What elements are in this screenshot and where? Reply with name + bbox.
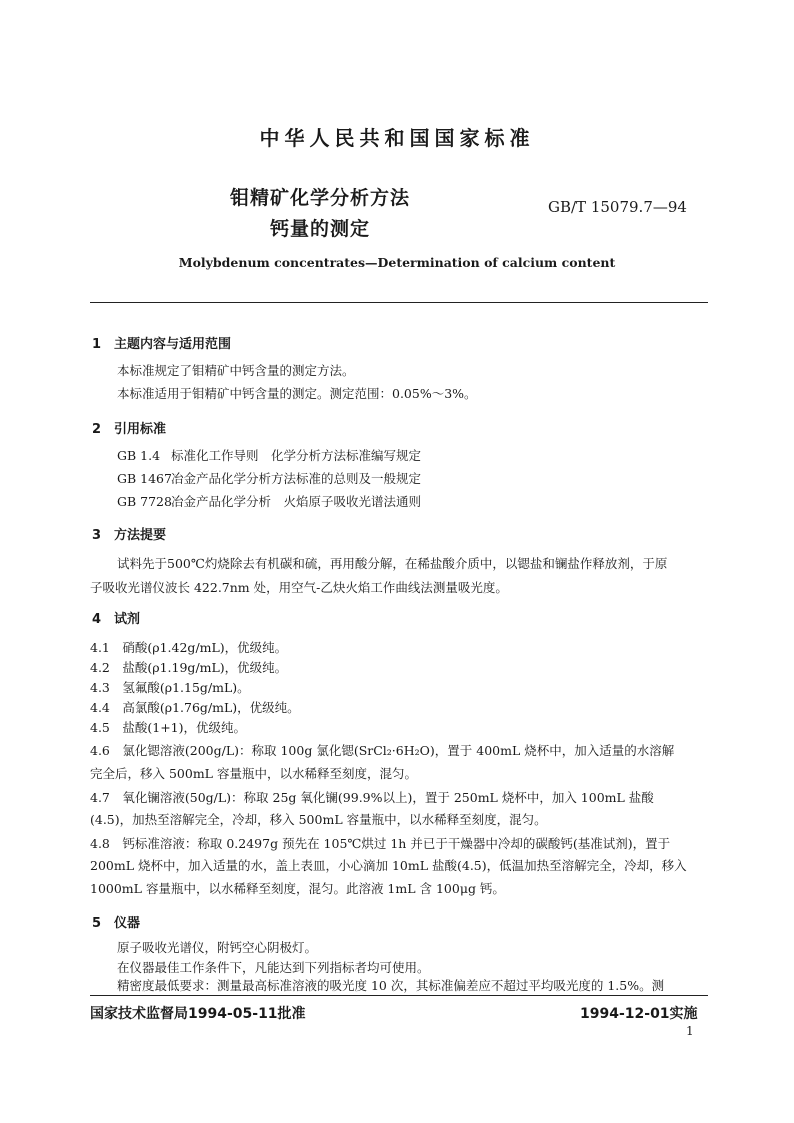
reference-code: GB 1467 (117, 471, 172, 486)
document-subtitle: 钙量的测定 (270, 218, 371, 240)
section-number: 4 (92, 612, 102, 627)
paragraph-line: 在仪器最佳工作条件下，凡能达到下列指标者均可使用。 (117, 960, 430, 975)
effective-date: 1994-12-01实施 (580, 1006, 698, 1022)
reagent-item: 4.4 高氯酸(ρ1.76g/mL)，优级纯。 (90, 700, 300, 715)
reagent-item-continued: 200mL 烧杯中，加入适量的水，盖上表皿，小心滴加 10mL 盐酸(4.5)，低温加热至溶解完全，冷却，移入 (90, 858, 687, 873)
reference-item (117, 492, 421, 510)
section-number: 5 (92, 916, 102, 931)
reagent-item-continued: (4.5)，加热至溶解完全，冷却，移入 500mL 容量瓶中，以水稀释至刻度，混匀。 (90, 812, 547, 827)
section-title: 方法提要 (114, 528, 167, 543)
reagent-item-continued: 完全后，移入 500mL 容量瓶中，以水稀释至刻度，混匀。 (90, 766, 417, 781)
paragraph-line: 原子吸收光谱仪，附钙空心阴极灯。 (117, 940, 318, 955)
section-4-heading (92, 608, 140, 627)
reference-item (117, 469, 421, 487)
section-number: 2 (92, 422, 102, 437)
section-2-heading (92, 418, 166, 437)
national-standard-header: 中华人民共和国国家标准 (259, 126, 535, 150)
english-title: Molybdenum concentrates—Determination of calcium content (178, 255, 616, 270)
reference-item (117, 446, 421, 464)
paragraph-line: 本标准规定了钼精矿中钙含量的测定方法。 (117, 363, 355, 378)
reference-code: GB 1.4 (117, 448, 161, 463)
standard-code: GB/T 15079.7—94 (548, 198, 687, 216)
paragraph-line: 精密度最低要求：测量最高标准溶液的吸光度 10 次，其标准偏差应不超过平均吸光度的 1.5%。测 (117, 978, 665, 993)
reagent-item: 4.3 氢氟酸(ρ1.15g/mL)。 (90, 680, 250, 695)
document-title: 钼精矿化学分析方法 (230, 187, 411, 209)
reagent-item: 4.2 盐酸(ρ1.19g/mL)，优级纯。 (90, 660, 288, 675)
paragraph-line: 本标准适用于钼精矿中钙含量的测定。测定范围：0.05%～3%。 (117, 386, 477, 401)
reagent-item: 4.8 钙标准溶液：称取 0.2497g 预先在 105℃烘过 1h 并已于干燥器中冷却的碳酸钙(基准试剂)，置于 (90, 836, 671, 851)
section-number: 1 (92, 337, 102, 352)
reference-title: 标准化工作导则 化学分析方法标准编写规定 (171, 448, 422, 463)
reagent-item: 4.7 氧化镧溶液(50g/L)：称取 25g 氧化镧(99.9%以上)，置于 250mL 烧杯中，加入 100mL 盐酸 (90, 790, 654, 805)
paragraph-line: 试料先于500℃灼烧除去有机碳和硫，再用酸分解，在稀盐酸介质中，以锶盐和镧盐作释放剂，于原 (117, 556, 668, 571)
reagent-item: 4.5 盐酸(1+1)，优级纯。 (90, 720, 247, 735)
section-title: 试剂 (114, 612, 141, 627)
section-1-heading (92, 333, 231, 352)
reference-title: 冶金产品化学分析方法标准的总则及一般规定 (171, 471, 422, 486)
section-3-heading (92, 524, 166, 543)
reagent-item: 4.6 氯化锶溶液(200g/L)：称取 100g 氯化锶(SrCl₂·6H₂O)，置于 400mL 烧杯中，加入适量的水溶解 (90, 743, 675, 758)
approval-info: 国家技术监督局1994-05-11批准 (90, 1006, 306, 1022)
section-title: 仪器 (114, 916, 141, 931)
header-divider (90, 302, 708, 303)
section-5-heading (92, 912, 140, 931)
page-number: 1 (686, 1024, 694, 1038)
reagent-item-continued: 1000mL 容量瓶中，以水稀释至刻度，混匀。此溶液 1mL 含 100μg 钙。 (90, 881, 505, 896)
paragraph-line: 子吸收光谱仪波长 422.7nm 处，用空气-乙炔火焰工作曲线法测量吸光度。 (90, 580, 508, 595)
section-number: 3 (92, 528, 102, 543)
reference-title: 冶金产品化学分析 火焰原子吸收光谱法通则 (171, 494, 422, 509)
reagent-item: 4.1 硝酸(ρ1.42g/mL)，优级纯。 (90, 640, 288, 655)
footer-divider (90, 995, 708, 996)
section-title: 引用标准 (114, 422, 167, 437)
reference-code: GB 7728 (117, 494, 172, 509)
section-title: 主题内容与适用范围 (114, 337, 232, 352)
